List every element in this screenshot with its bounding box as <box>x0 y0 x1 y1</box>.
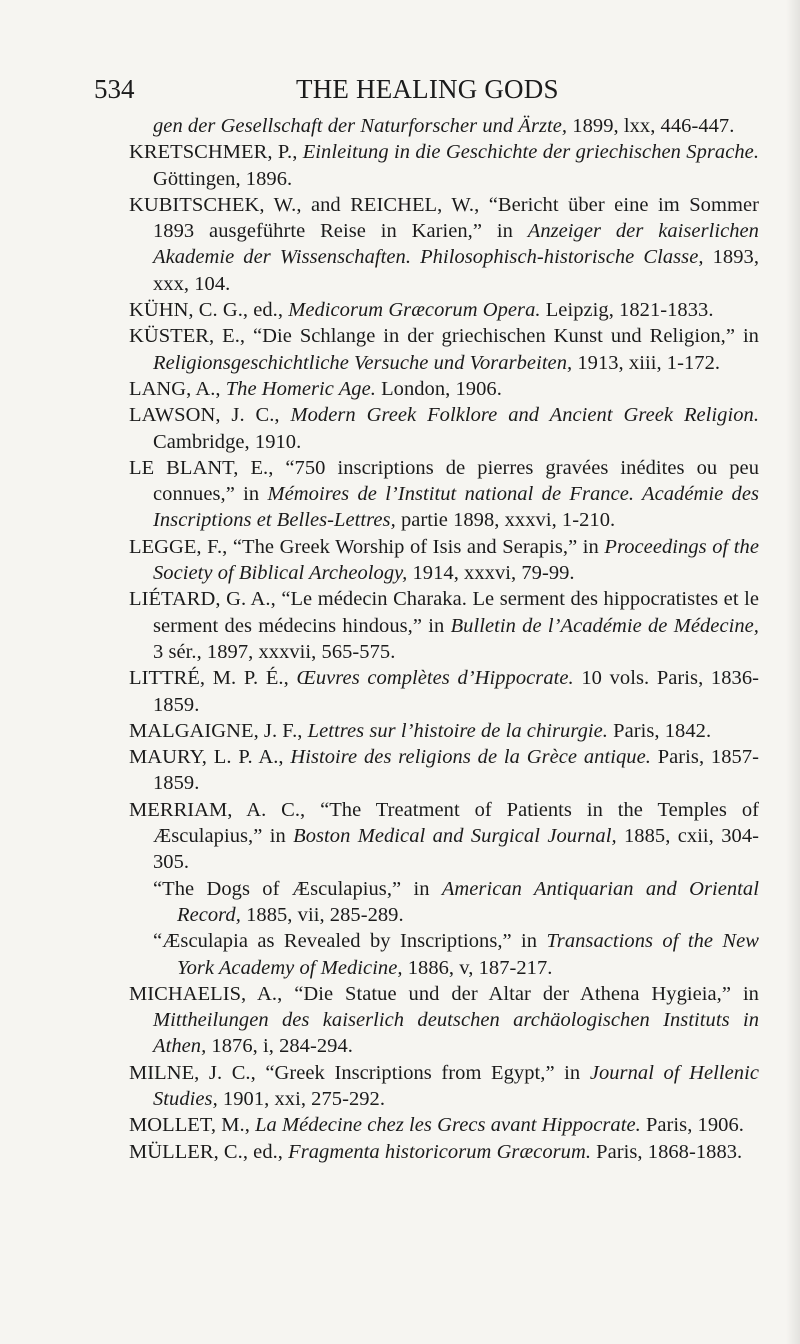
article-title: “Le médecin Charaka. Le serment des hippocratistes et le serment des médecins hindous,” in <box>153 588 760 637</box>
publication-details: 1893, xxx, 104. <box>153 246 759 295</box>
work-title: Lettres sur l’histoire de la chirurgie. <box>307 719 608 742</box>
article-title: “Æsculapia as Revealed by Inscriptions,” in <box>153 930 547 953</box>
article-title: “Greek Inscriptions from Egypt,” in <box>265 1061 590 1084</box>
article-title: “The Greek Worship of Isis and Serapis,” in <box>232 535 605 558</box>
publication-details: Paris, 1842. <box>607 719 712 742</box>
publication-details: 1899, lxx, 446-447. <box>567 115 735 137</box>
bibliography-entry <box>129 876 759 929</box>
bibliography-entry <box>129 744 759 797</box>
bibliography-entry <box>129 665 759 718</box>
author-name: MICHAELIS, A., <box>129 982 295 1005</box>
article-title: “Bericht über eine im Sommer 1893 ausgeführte Reise in Karien,” in <box>153 193 760 243</box>
article-title: “The Dogs of Æsculapius,” in <box>153 877 442 900</box>
work-title: Œuvres complètes d’Hippocrate. <box>296 667 574 690</box>
publication-details: 1914, xxxvi, 79-99. <box>407 562 575 585</box>
work-title: Einleitung in die Geschichte der griechischen Sprache. <box>302 141 759 164</box>
work-title: Medicorum Græcorum Opera. <box>288 299 541 322</box>
work-title: Proceedings of the Society of Biblical Archeology, <box>153 535 759 585</box>
publication-details: London, 1906. <box>375 377 502 400</box>
publication-details: Cambridge, 1910. <box>153 430 302 453</box>
bibliography-entry <box>129 1139 759 1165</box>
work-title: Anzeiger der kaiserlichen Akademie der Wissenschaften. Philosophisch-historische Classe, <box>153 220 759 269</box>
work-title: Fragmenta historicorum Græcorum. <box>288 1140 591 1163</box>
author-name: MAURY, L. P. A., <box>129 746 291 769</box>
bibliography-entry <box>129 402 759 455</box>
publication-details: 10 vols. Paris, 1836-1859. <box>153 667 759 716</box>
work-title: Modern Greek Folklore and Ancient Greek Religion. <box>290 404 759 427</box>
article-title: “Die Statue und der Altar der Athena Hygieia,” in <box>294 982 759 1005</box>
publication-details: 1901, xxi, 275-292. <box>217 1087 386 1110</box>
work-title: Bulletin de l’Académie de Médecine, <box>450 614 759 637</box>
work-title: Histoire des religions de la Grèce antique. <box>290 746 651 769</box>
page-number: 534 <box>94 74 135 104</box>
author-name: LE BLANT, E., <box>129 456 286 479</box>
publication-details: 1885, cxii, 304-305. <box>153 825 759 874</box>
bibliography-entry <box>129 376 759 402</box>
bibliography-entry <box>129 113 759 139</box>
bibliography-entry <box>129 1060 759 1113</box>
article-title: “Die Schlange in der griechischen Kunst und Religion,” in <box>253 325 759 348</box>
work-title: Religionsgeschichtliche Versuche und Vorarbeiten, <box>153 351 573 374</box>
work-title: Mittheilungen des kaiserlich deutschen archäologischen Instituts in Athen, <box>153 1009 759 1058</box>
publication-details: 1885, vii, 285-289. <box>240 903 404 926</box>
author-name: MÜLLER, C., ed., <box>129 1140 289 1163</box>
author-name: KUBITSCHEK, W., and REICHEL, W., <box>129 193 489 216</box>
bibliography-entry <box>129 981 759 1060</box>
publication-details: Göttingen, 1896. <box>153 167 293 190</box>
work-title: gen der Gesellschaft der Naturforscher und Ärzte, <box>153 115 568 137</box>
bibliography-entry <box>129 1112 759 1138</box>
bibliography-entry <box>129 297 759 323</box>
work-title: Mémoires de l’Institut national de France. Académie des Inscriptions et Belles-Lettres, <box>153 483 759 532</box>
publication-details: 1913, xiii, 1-172. <box>572 351 721 374</box>
bibliography-entry <box>129 718 759 744</box>
bibliography-entry <box>129 192 759 297</box>
publication-details: Paris, 1906. <box>640 1114 744 1137</box>
author-name: LIÉTARD, G. A., <box>129 588 282 611</box>
bibliography-entry <box>129 797 759 876</box>
bibliography-entry <box>129 534 759 587</box>
author-name: KÜHN, C. G., ed., <box>129 299 289 322</box>
work-title: Boston Medical and Surgical Journal, <box>293 825 617 848</box>
article-title: “The Treatment of Patients in the Temples of Æsculapius,” in <box>153 798 759 848</box>
work-title: Journal of Hellenic Studies, <box>153 1061 759 1110</box>
publication-details: 1876, i, 284-294. <box>206 1035 353 1058</box>
publication-details: partie 1898, xxxvi, 1-210. <box>395 509 616 532</box>
page-edge-shadow <box>786 0 800 1344</box>
author-name: MILNE, J. C., <box>129 1061 266 1084</box>
author-name: MOLLET, M., <box>129 1114 256 1137</box>
work-title: La Médecine chez les Grecs avant Hippocrate. <box>255 1114 641 1137</box>
bibliography-entry <box>129 139 759 192</box>
publication-details: 1886, v, 187-217. <box>402 956 553 979</box>
work-title: The Homeric Age. <box>225 377 376 400</box>
work-title: American Antiquarian and Oriental Record, <box>177 877 759 926</box>
bibliography-entry <box>129 928 759 981</box>
bibliography-entry <box>129 455 759 534</box>
bibliography-list <box>129 113 759 1165</box>
author-name: LAWSON, J. C., <box>129 404 291 427</box>
author-name: KÜSTER, E., <box>129 325 253 348</box>
publication-details: Paris, 1868-1883. <box>591 1140 743 1163</box>
work-title: Transactions of the New York Academy of Medicine, <box>177 930 760 979</box>
bibliography-entry <box>129 323 759 376</box>
author-name: LEGGE, F., <box>129 535 233 558</box>
author-name: MALGAIGNE, J. F., <box>129 719 308 742</box>
publication-details: Leipzig, 1821-1833. <box>540 299 714 322</box>
publication-details: Paris, 1857-1859. <box>153 746 760 795</box>
author-name: MERRIAM, A. C., <box>129 798 321 821</box>
running-title: THE HEALING GODS <box>296 74 559 104</box>
article-title: “750 inscriptions de pierres gravées inédites ou peu connues,” in <box>153 456 759 506</box>
author-name: LANG, A., <box>129 377 226 400</box>
author-name: LITTRÉ, M. P. É., <box>129 667 297 690</box>
publication-details: 3 sér., 1897, xxxvii, 565-575. <box>153 640 396 663</box>
author-name: KRETSCHMER, P., <box>129 141 303 164</box>
bibliography-entry <box>129 586 759 665</box>
